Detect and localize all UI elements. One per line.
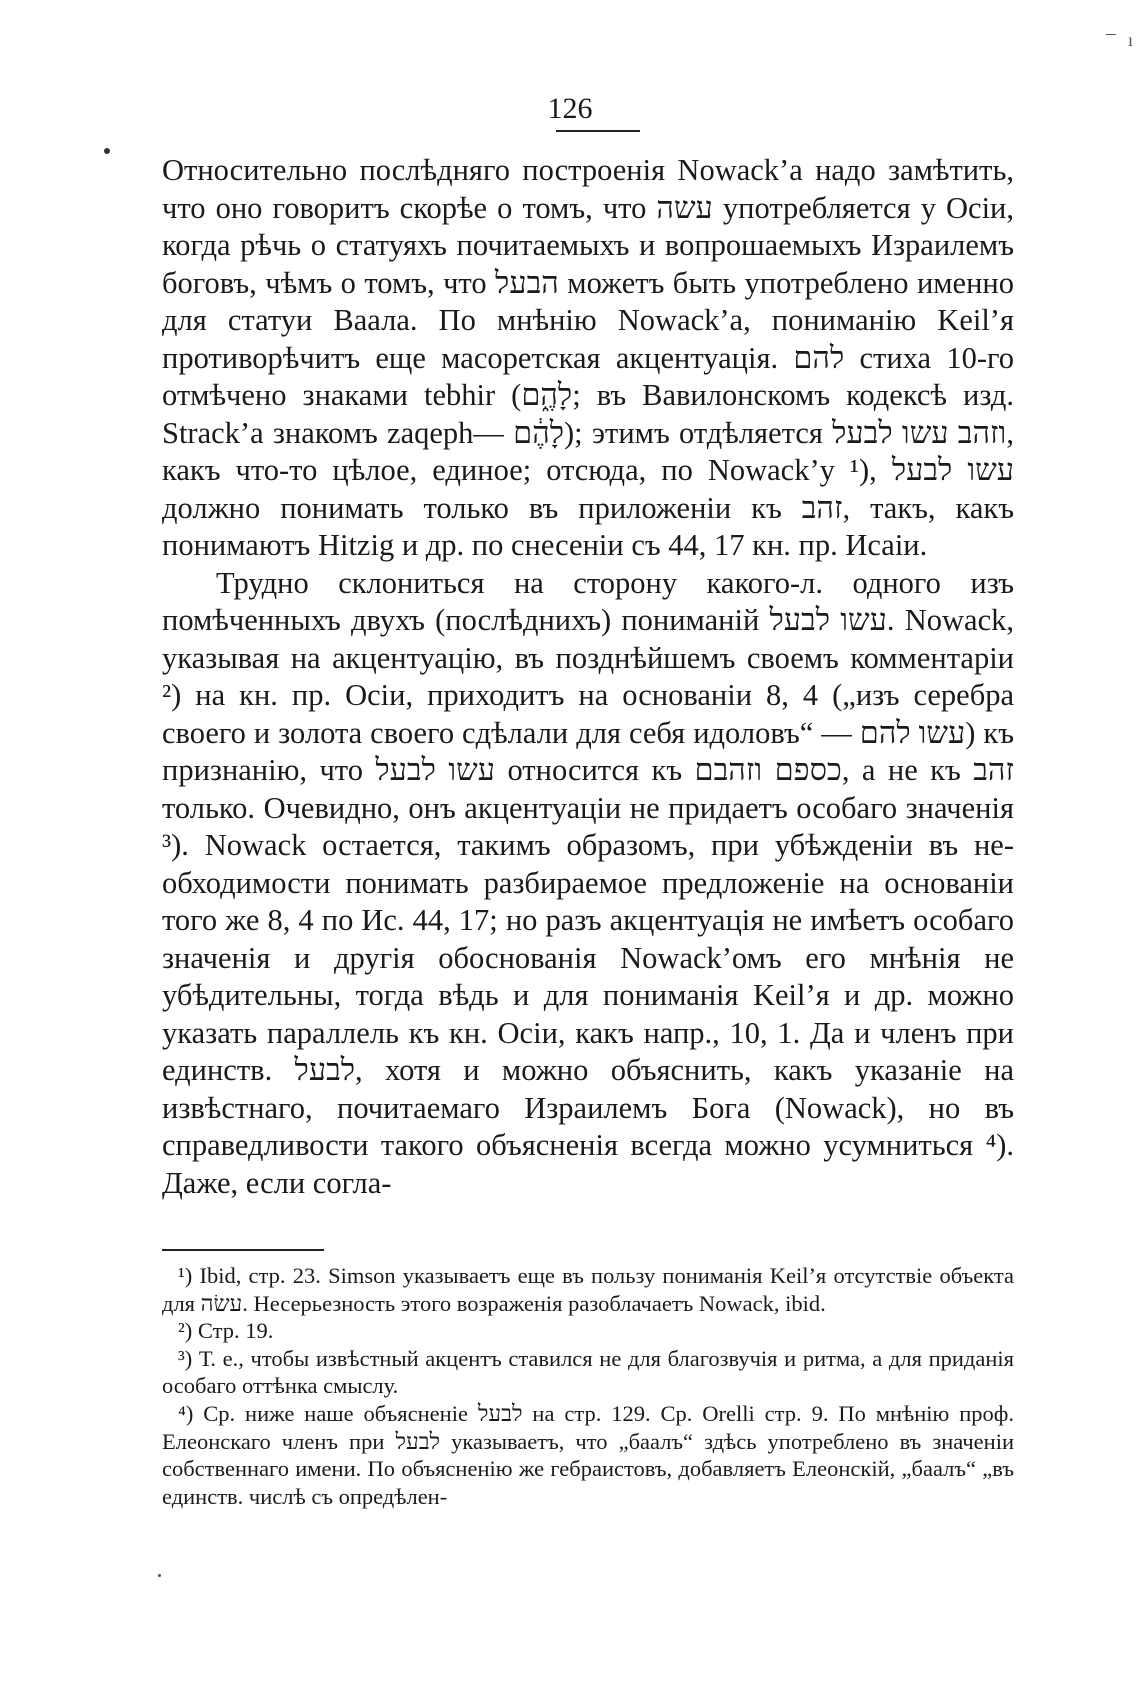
footnote-3-text: Т. е., чтобы извѣстный акцентъ ставился не для благозвучія и ритма, а для приданія особаго оттѣнка смыслу. <box>162 1345 1014 1399</box>
footnote-2-text: Стр. 19. <box>197 1318 274 1344</box>
page-number-rule <box>556 130 640 132</box>
footnote-1-text: Ibid, стр. 23. Simson указываетъ еще въ пользу пониманія Keil’я отсутствіе объекта для עשׂה. Несерьезность этого возраженія разоблачаетъ Nowack, ibid. <box>162 1263 1014 1316</box>
body-paragraph-1: Относительно послѣдняго построенія Nowack’а надо замѣтить, что оно говоритъ скорѣе о томъ, что עשה употребляется у Осіи, когда рѣчь о статуяхъ почитаемыхъ и вопрошаемыхъ Израилемъ боговъ, чѣмъ о томъ, что הבעל можетъ быть употреблено именно для статуи Ваала. По мнѣнію Nowack’а, пониманію Keil’я противорѣчитъ еще масоретская акцентуація. להם стиха 10-го отмѣчено знаками tebhir (לָהֶ֑ם; въ Вавилонскомъ кодексѣ изд. Strack’a знакомъ zaqeph— לָהֶ֔ם); этимъ отдѣляется וזהב עשו לבעל, какъ что-то цѣлое, единое; отсюда, по Nowack’у ¹), עשו לבעל должно понимать только въ приложеніи къ זהב, такъ, какъ понимаютъ Hitzig и др. по снесеніи съ 44, 17 кн. пр. Исаіи. <box>162 153 1015 562</box>
body-paragraph-2: Трудно склониться на сторону какого-л. одного изъ помѣченныхъ двухъ (послѣднихъ) пониманій עשו לבעל. Nowack, указывая на акцентуацію, въ позднѣйшемъ своемъ комментаріи ²) на кн. пр. Осіи, приходитъ на основаніи 8, 4 („изъ серебра своего и золота своего сдѣлали для себя идоловъ“ — עשו להם) къ признанію, что עשו לבעל относится къ כספם וזהבם, а не къ זהב только. Очевидно, онъ акцентуаціи не придаетъ особаго значенія ³). Nowack остается, такимъ образомъ, при убѣжденіи въ необходимости понимать разбираемое предложеніе на основаніи того же 8, 4 по Ис. 44, 17; но разъ акцентуація не имѣетъ особаго значенія и другія обоснованія Nowack’омъ его мнѣнія не убѣдительны, тогда вѣдь и для пониманія Keil’я и др. можно указать параллель къ кн. Осіи, какъ напр., 10, 1. Да и членъ при единств. לבעל, хотя и можно объяснить, какъ указаніе на извѣстнаго, почитаемаго Израилемъ Бога (Nowack), но въ справедливости такого объясненія всегда можно усумниться ⁴). Даже, если согла- <box>162 565 1015 1200</box>
footnote-3 <box>162 1345 1014 1400</box>
footnote-divider <box>162 1249 324 1251</box>
page-edge-mark-right: ı <box>1128 30 1134 50</box>
page-edge-mark: – <box>1106 22 1116 44</box>
footnote-4-text: Ср. ниже наше объясненіе לבעל на стр. 129. Ср. Orelli стр. 9. По мнѣнію проф. Елеонскаго членъ при לבעל указываетъ, что „баалъ“ здѣсь употреблено въ значеніи собственнаго имени. По объясненію же гебраистовъ, добавляетъ Елеонскій, „баалъ“ „въ единств. числѣ съ опредѣлен- <box>162 1400 1015 1509</box>
footnote-3-mark: ³) <box>178 1345 193 1371</box>
footnote-1 <box>162 1262 1014 1317</box>
footnotes <box>162 1262 1014 1510</box>
footnote-4 <box>162 1400 1014 1510</box>
margin-dot <box>104 148 110 154</box>
main-text <box>162 152 1014 1202</box>
footnote-1-mark: ¹) <box>178 1263 193 1288</box>
footnote-2 <box>162 1317 1014 1345</box>
margin-dot-bottom <box>158 1574 161 1577</box>
footnote-2-mark: ²) <box>178 1318 193 1344</box>
footnote-4-mark: ⁴) <box>178 1400 194 1426</box>
page-number: 126 <box>547 92 593 125</box>
